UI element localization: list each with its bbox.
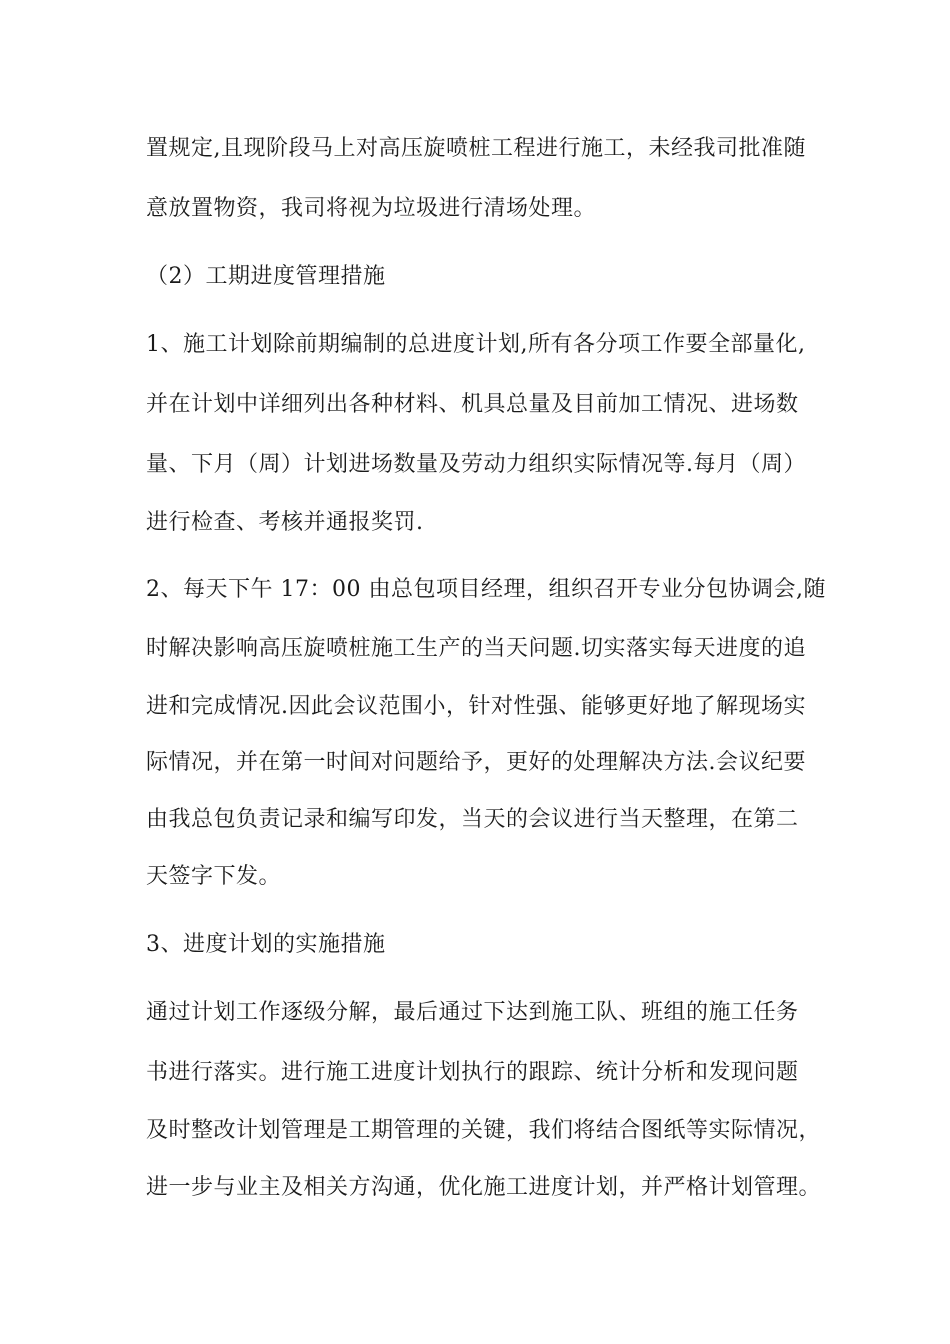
text-line: 进和完成情况.因此会议范围小，针对性强、能够更好地了解现场实: [146, 694, 806, 719]
text-line: 天签字下发。: [146, 864, 282, 889]
text-line: 置规定,且现阶段马上对高压旋喷桩工程进行施工，未经我司批准随: [146, 136, 806, 161]
text-line: 2、每天下午 17：00 由总包项目经理，组织召开专业分包协调会,随: [146, 577, 826, 602]
text-line: 进一步与业主及相关方沟通，优化施工进度计划，并严格计划管理。: [146, 1175, 822, 1200]
text-line: 由我总包负责记录和编写印发，当天的会议进行当天整理，在第二: [146, 807, 799, 832]
text-line: 通过计划工作逐级分解，最后通过下达到施工队、班组的施工任务: [146, 1000, 799, 1025]
text-line: 书进行落实。进行施工进度计划执行的跟踪、统计分析和发现问题: [146, 1060, 799, 1085]
section-heading: 3、进度计划的实施措施: [146, 932, 386, 957]
text-line: 时解决影响高压旋喷桩施工生产的当天问题.切实落实每天进度的追: [146, 636, 806, 661]
text-line: 并在计划中详细列出各种材料、机具总量及目前加工情况、进场数: [146, 392, 799, 417]
text-line: 际情况，并在第一时间对问题给予，更好的处理解决方法.会议纪要: [146, 750, 806, 775]
section-heading: （2）工期进度管理措施: [146, 264, 386, 289]
text-line: 量、下月（周）计划进场数量及劳动力组织实际情况等.每月（周）: [146, 452, 806, 477]
text-line: 进行检查、考核并通报奖罚.: [146, 510, 424, 535]
text-line: 意放置物资，我司将视为垃圾进行清场处理。: [146, 196, 597, 221]
text-line: 1、施工计划除前期编制的总进度计划,所有各分项工作要全部量化,: [146, 332, 806, 357]
text-line: 及时整改计划管理是工期管理的关键，我们将结合图纸等实际情况，: [146, 1118, 822, 1143]
